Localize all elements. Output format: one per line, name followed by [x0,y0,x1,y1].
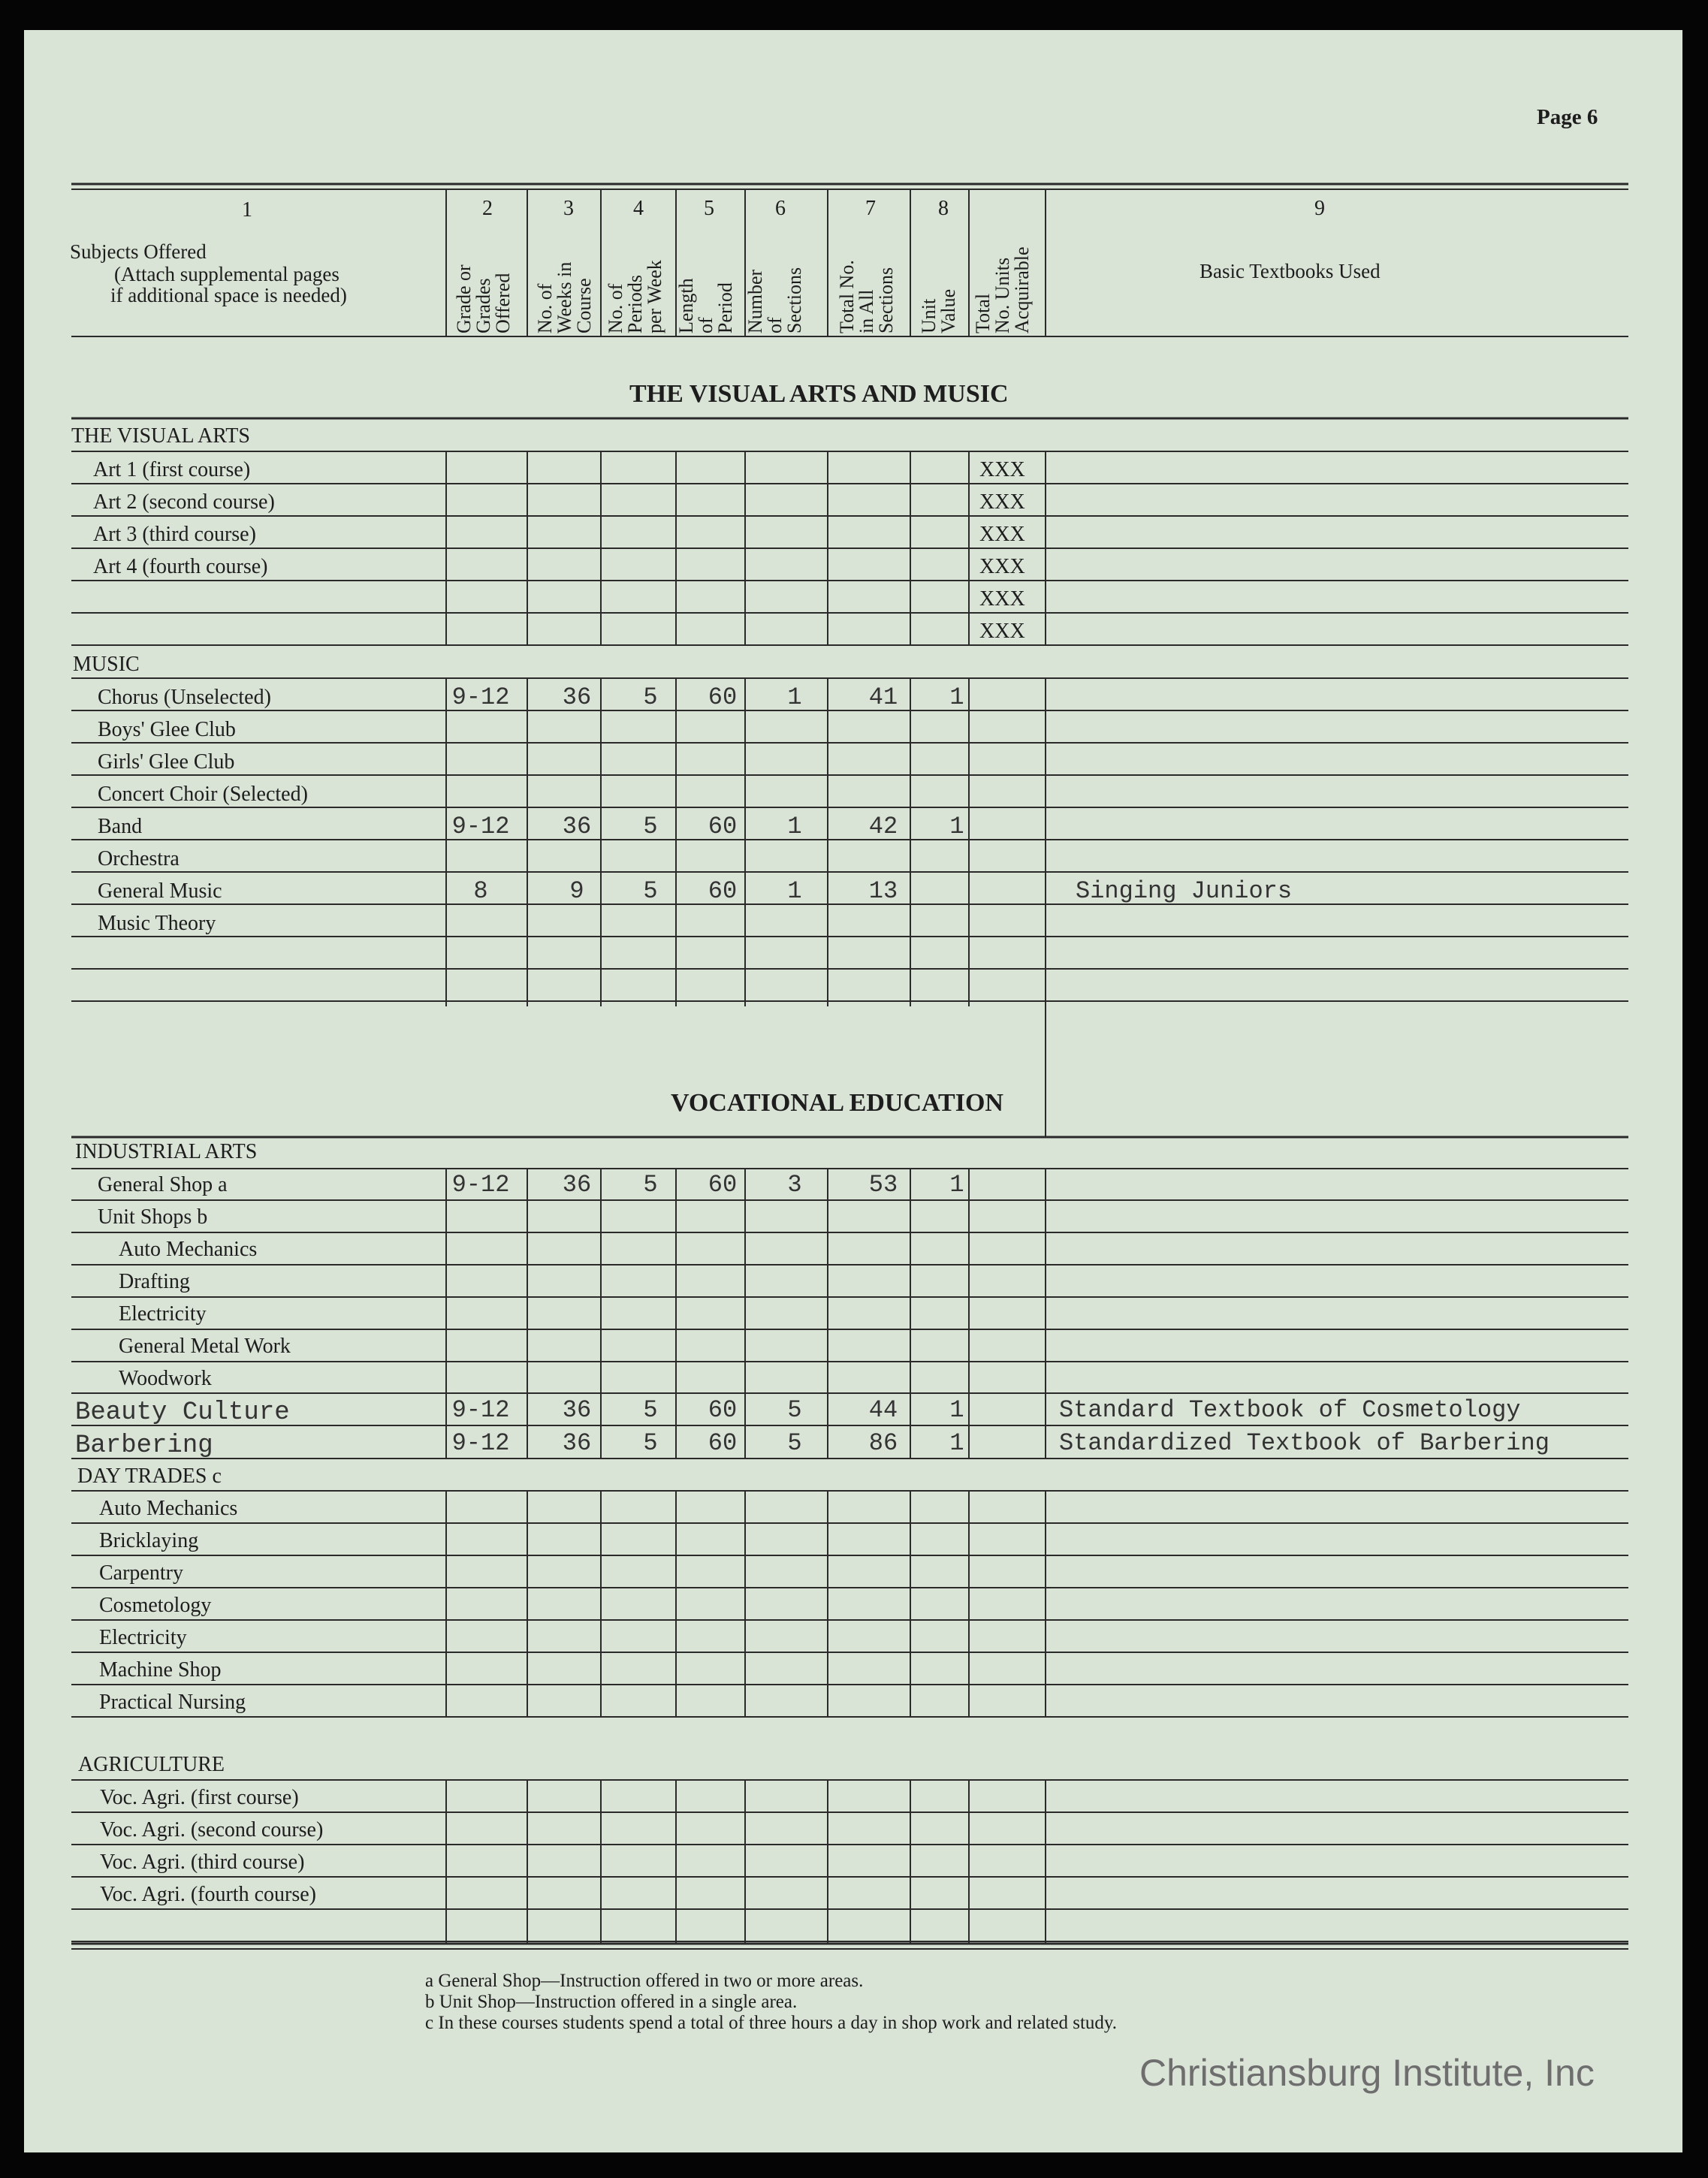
col4-label: No. of Periods per Week [605,260,665,333]
day-trades-subject-5: Machine Shop [99,1658,222,1682]
music-subject-1: Boys' Glee Club [98,718,236,741]
industrial-weeks-0: 36 [562,1171,592,1199]
music-periods-6: 5 [643,877,658,905]
industrial-subject-1: Unit Shops b [98,1205,208,1229]
music-periods-0: 5 [643,683,658,711]
footnote-b: b Unit Shop—Instruction offered in a single area. [425,1992,798,2012]
music-total-6: 13 [868,877,898,905]
day-trades-subject-1: Bricklaying [99,1529,199,1552]
section-title-vocational: VOCATIONAL EDUCATION [671,1089,1003,1117]
col1-label-line3: if additional space is needed) [110,284,347,306]
col9-number: 9 [1314,197,1325,220]
music-subject-7: Music Theory [98,912,216,935]
col8-number: 8 [938,197,949,220]
heading-industrial-arts: INDUSTRIAL ARTS [75,1140,258,1163]
industrial-periods-8: 5 [643,1429,658,1457]
heading-agriculture: AGRICULTURE [78,1753,225,1776]
col2-label: Grade or Grades Offered [453,264,514,333]
music-weeks-6: 9 [569,877,584,905]
industrial-subject-4: Electricity [119,1302,207,1326]
music-subject-4: Band [98,815,143,838]
music-subject-2: Girls' Glee Club [98,750,235,774]
music-weeks-0: 36 [562,683,592,711]
visual-arts-subject-3: Art 4 (fourth course) [93,555,268,578]
day-trades-subject-6: Practical Nursing [99,1691,246,1714]
music-sections-0: 1 [787,683,802,711]
industrial-subject-0: General Shop a [98,1173,228,1196]
section-title-visual-arts-music: THE VISUAL ARTS AND MUSIC [629,380,1009,408]
visual-arts-subject-2: Art 3 (third course) [93,523,256,546]
music-length-6: 60 [708,877,738,905]
industrial-length-8: 60 [708,1429,738,1457]
industrial-weeks-8: 36 [562,1429,592,1457]
industrial-length-0: 60 [708,1171,738,1199]
industrial-unit-0: 1 [949,1171,964,1199]
music-subject-6: General Music [98,879,222,903]
industrial-grade-7: 9-12 [451,1396,510,1424]
xxx-marker-1: XXX [979,490,1025,514]
day-trades-subject-0: Auto Mechanics [99,1497,238,1520]
music-total-0: 41 [868,683,898,711]
col5-number: 5 [704,197,714,220]
col5-label: Length of Period [675,278,736,333]
day-trades-subject-4: Electricity [99,1626,187,1649]
col8b-label: Total No. Units Acquirable [972,246,1033,333]
xxx-marker-4: XXX [979,587,1025,611]
industrial-total-8: 86 [868,1429,898,1457]
industrial-sections-7: 5 [787,1396,802,1424]
industrial-subject-7: Beauty Culture [75,1398,290,1427]
agriculture-subject-0: Voc. Agri. (first course) [100,1786,299,1809]
industrial-subject-5: General Metal Work [119,1335,291,1358]
heading-visual-arts: THE VISUAL ARTS [71,424,250,448]
industrial-unit-8: 1 [949,1429,964,1457]
page-number: Page 6 [1537,105,1598,129]
industrial-total-0: 53 [868,1171,898,1199]
industrial-subject-8: Barbering [75,1431,213,1460]
music-subject-5: Orchestra [98,847,180,870]
industrial-weeks-7: 36 [562,1396,592,1424]
heading-music: MUSIC [73,653,140,676]
footnote-a: a General Shop—Instruction offered in two or more areas. [425,1971,864,1991]
music-sections-6: 1 [787,877,802,905]
xxx-marker-3: XXX [979,555,1025,578]
col9-label: Basic Textbooks Used [1200,260,1381,282]
industrial-textbook-8: Standardized Textbook of Barbering [1059,1429,1550,1457]
music-subject-0: Chorus (Unselected) [98,686,271,709]
col7-number: 7 [865,197,876,220]
col8-label: Unit Value [918,288,959,333]
agriculture-subject-2: Voc. Agri. (third course) [100,1851,305,1874]
col1-label-line1: Subjects Offered [70,240,207,263]
industrial-periods-0: 5 [643,1171,658,1199]
agriculture-subject-3: Voc. Agri. (fourth course) [100,1883,316,1906]
xxx-marker-5: XXX [979,620,1025,643]
col3-label: No. of Weeks in Course [534,261,595,333]
col4-number: 4 [633,197,644,220]
music-unit-0: 1 [949,683,964,711]
col7-label: Total No. in All Sections [836,260,897,333]
day-trades-subject-3: Cosmetology [99,1594,212,1617]
industrial-grade-8: 9-12 [451,1429,510,1457]
music-length-0: 60 [708,683,738,711]
col1-number: 1 [242,198,252,222]
music-grade-4: 9-12 [451,813,510,840]
agriculture-subject-1: Voc. Agri. (second course) [100,1818,324,1842]
footnote-c: c In these courses students spend a total of three hours a day in shop work and related study. [425,2013,1118,2033]
industrial-textbook-7: Standard Textbook of Cosmetology [1059,1396,1521,1424]
col1-label-line2: (Attach supplemental pages [114,263,339,285]
visual-arts-subject-0: Art 1 (first course) [93,458,251,481]
industrial-sections-8: 5 [787,1429,802,1457]
music-unit-4: 1 [949,813,964,840]
industrial-unit-7: 1 [949,1396,964,1424]
music-total-4: 42 [868,813,898,840]
music-subject-3: Concert Choir (Selected) [98,783,308,806]
music-textbook-6: Singing Juniors [1076,877,1293,905]
industrial-grade-0: 9-12 [451,1171,510,1199]
watermark: Christiansburg Institute, Inc [1139,2052,1595,2094]
col6-label: Number of Sections [744,267,805,333]
music-grade-0: 9-12 [451,683,510,711]
heading-day-trades: DAY TRADES c [77,1465,222,1488]
col3-number: 3 [563,197,574,220]
xxx-marker-2: XXX [979,523,1025,546]
day-trades-subject-2: Carpentry [99,1561,183,1585]
industrial-total-7: 44 [868,1396,898,1424]
xxx-marker-0: XXX [979,458,1025,481]
col2-number: 2 [482,197,493,220]
industrial-sections-0: 3 [787,1171,802,1199]
visual-arts-subject-1: Art 2 (second course) [93,490,275,514]
industrial-subject-3: Drafting [119,1270,190,1293]
industrial-subject-6: Woodwork [119,1367,212,1390]
music-sections-4: 1 [787,813,802,840]
music-length-4: 60 [708,813,738,840]
industrial-periods-7: 5 [643,1396,658,1424]
industrial-subject-2: Auto Mechanics [119,1238,258,1261]
industrial-length-7: 60 [708,1396,738,1424]
music-periods-4: 5 [643,813,658,840]
music-grade-6: 8 [473,877,488,905]
col6-number: 6 [775,197,786,220]
music-weeks-4: 36 [562,813,592,840]
